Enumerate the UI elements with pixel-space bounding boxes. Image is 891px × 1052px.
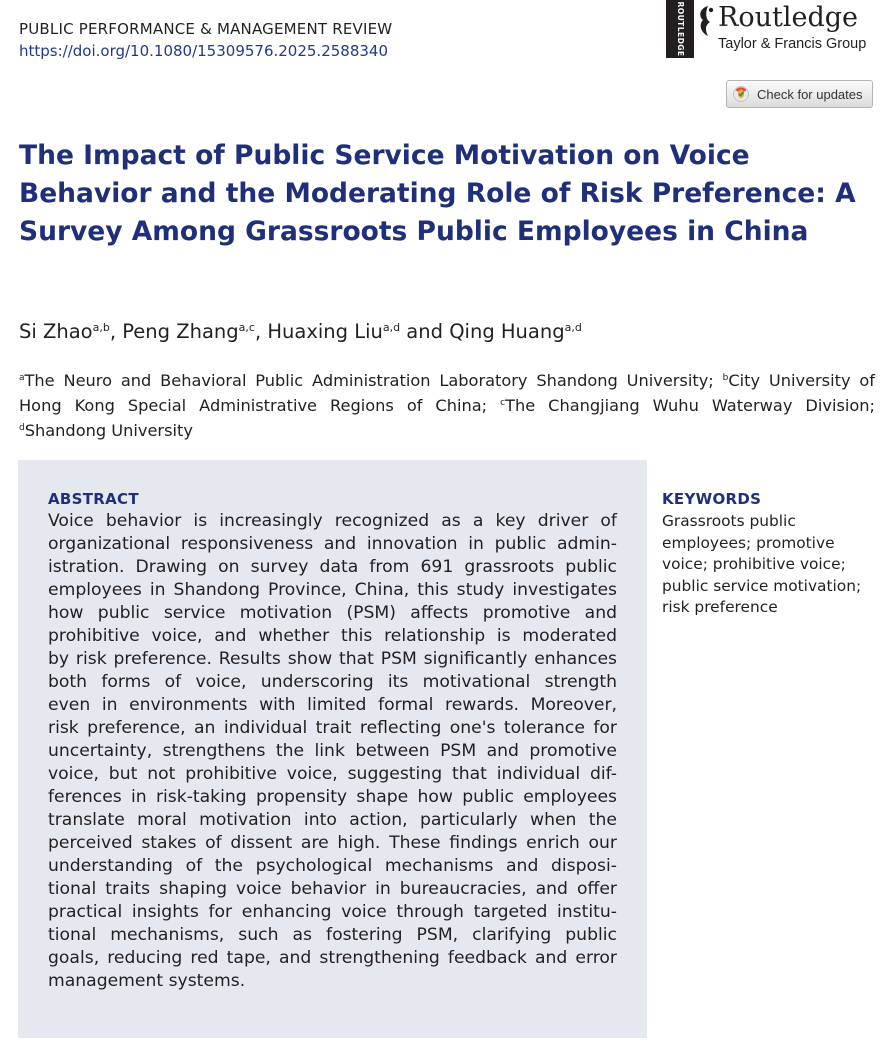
abstract-line: goals, reducing red tape, and strengthening feedback and error (48, 948, 617, 968)
crossmark-icon (733, 86, 749, 102)
affiliation-marker: b (722, 373, 729, 383)
abstract-line: uncertainty, strengthens the link between PSM and promotive (48, 741, 617, 761)
abstract-line: both forms of voice, underscoring its motivational strength (48, 672, 617, 692)
abstract-line: by risk preference. Results show that PSM significantly enhances (48, 649, 617, 669)
abstract-line: Voice behavior is increasingly recognized as a key driver of (48, 511, 617, 531)
keywords-text: Grassroots public employees; promotive voice; prohibitive voice; public service motivation; risk preference (662, 512, 862, 616)
author-affiliation-marker: a,c (238, 321, 255, 334)
logo-mark-text: ROUTLEDGE (676, 1, 685, 57)
affiliation-text: The Neuro and Behavioral Public Administration Laboratory Shandong University; (24, 371, 723, 390)
author-name[interactable]: Si Zhao (19, 320, 93, 343)
author-affiliation-marker: a,d (382, 321, 401, 334)
abstract-line: risk preference, an individual trait reflecting one's tolerance for (48, 718, 617, 738)
publisher-logo[interactable] (666, 0, 881, 62)
affiliation-text: The Changjiang Wuhu Waterway Division; (505, 396, 875, 415)
abstract-line: tional mechanisms, such as fostering PSM, clarifying public (48, 925, 617, 945)
author-affiliation-marker: a,b (92, 321, 110, 334)
keywords-heading: KEYWORDS (662, 490, 762, 508)
paper-title: The Impact of Public Service Motivation on Voice Behavior and the Moderating Role of Risk Preference: A Survey Among Grassroots Public Employees in China (19, 140, 856, 247)
abstract-line: employees in Shandong Province, China, this study investigates (48, 580, 617, 600)
doi-link[interactable]: https://doi.org/10.1080/15309576.2025.2588340 (19, 42, 389, 60)
abstract-line: how public service motivation (PSM) affects promotive and (48, 603, 617, 623)
publisher-group: Taylor & Francis Group (718, 36, 867, 52)
publisher-name: Routledge (718, 2, 858, 33)
abstract-line: even in environments with limited formal rewards. Moreover, (48, 695, 617, 715)
author-name[interactable]: Peng Zhang (122, 320, 239, 343)
abstract-line: understanding of the psychological mechanisms and disposi- (48, 856, 617, 876)
author-name[interactable]: Qing Huang (449, 320, 565, 343)
author-separator: , (254, 320, 268, 343)
journal-name: PUBLIC PERFORMANCE & MANAGEMENT REVIEW (19, 20, 393, 38)
abstract-heading: ABSTRACT (48, 490, 139, 508)
routledge-logo-icon (666, 0, 694, 58)
routledge-bird-icon (696, 4, 716, 38)
affiliation-text: Shandong University (24, 421, 193, 440)
abstract-line: voice, but not prohibitive voice, suggesting that individual dif- (48, 764, 617, 784)
author-affiliation-marker: a,d (564, 321, 582, 334)
author-list (19, 320, 582, 343)
abstract-line: practical insights for enhancing voice through targeted institu- (48, 902, 617, 922)
abstract-line: perceived stakes of dissent are high. These findings enrich our (48, 833, 617, 853)
affiliation-marker: d (19, 423, 25, 433)
abstract-line: tional traits shaping voice behavior in bureaucracies, and offer (48, 879, 617, 899)
author-name[interactable]: Huaxing Liu (267, 320, 383, 343)
affiliation-marker: c (500, 398, 506, 408)
check-for-updates-button[interactable] (726, 80, 873, 108)
affiliations (19, 367, 875, 442)
abstract-box (18, 460, 647, 1038)
abstract-text (48, 510, 617, 993)
author-separator: , (109, 320, 123, 343)
affiliation-text: City University of Hong Kong Special Administrative Regions of China; (19, 371, 875, 415)
affiliation-marker: a (19, 373, 25, 383)
author-separator: and (400, 320, 450, 343)
abstract-line: istration. Drawing on survey data from 691 grassroots public (48, 557, 617, 577)
abstract-line: organizational responsiveness and innovation in public admin- (48, 534, 617, 554)
abstract-line: management systems. (48, 971, 246, 991)
abstract-line: prohibitive voice, and whether this relationship is moderated (48, 626, 617, 646)
abstract-line: translate moral motivation into action, particularly when the (48, 810, 617, 830)
check-for-updates-label: Check for updates (757, 86, 863, 102)
abstract-line: ferences in risk-taking propensity shape how public employees (48, 787, 617, 807)
